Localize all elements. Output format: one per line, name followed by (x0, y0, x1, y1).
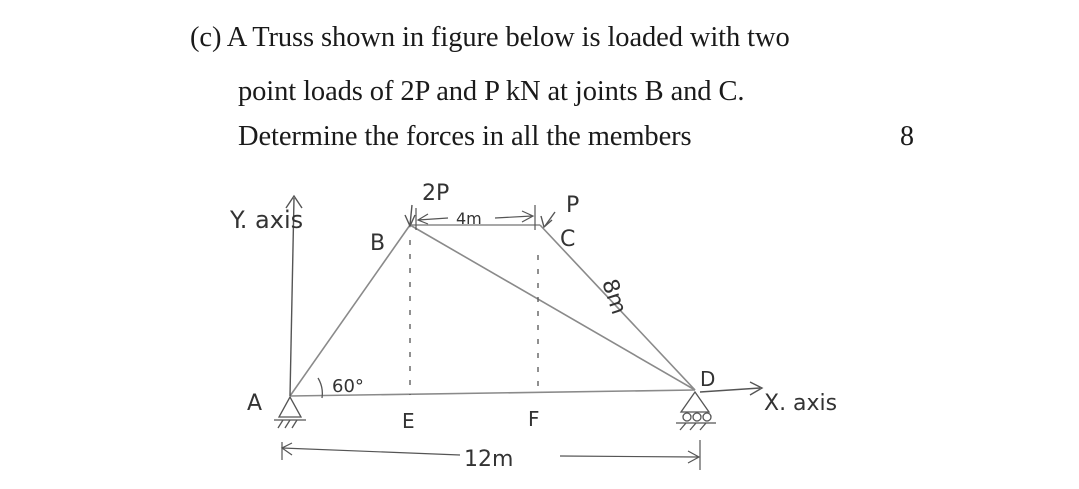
joint-b-label: B (370, 231, 386, 256)
y-axis-label: Y. axis (230, 206, 304, 234)
roller-support-d-icon (676, 392, 716, 430)
load-b-label: 2P (422, 181, 450, 206)
question-line-1: (c) A Truss shown in figure below is loaded with two (190, 22, 790, 53)
load-c-label: P (566, 193, 580, 218)
joint-c-label: C (560, 227, 576, 252)
joint-f-label: F (528, 407, 540, 431)
dim-cd-label: 8m (596, 276, 632, 318)
dim-bc-label: 4m (456, 209, 482, 228)
dim-bc-line (418, 218, 448, 220)
joint-a-label: A (247, 391, 263, 416)
joint-e-label: E (402, 409, 415, 433)
question-line-3: Determine the forces in all the members (238, 121, 692, 152)
joint-d-label: D (700, 367, 716, 391)
question-line-2: point loads of 2P and P kN at joints B and C. (238, 76, 745, 107)
marks-label: 8 (900, 121, 914, 152)
pin-support-a-icon (274, 397, 306, 428)
x-axis-label: X. axis (764, 391, 838, 416)
member-bd (410, 225, 695, 390)
dim-ad-line (282, 448, 460, 455)
angle-label: 60° (332, 376, 364, 397)
dim-ad-label: 12m (464, 447, 514, 472)
member-ab (290, 225, 410, 396)
